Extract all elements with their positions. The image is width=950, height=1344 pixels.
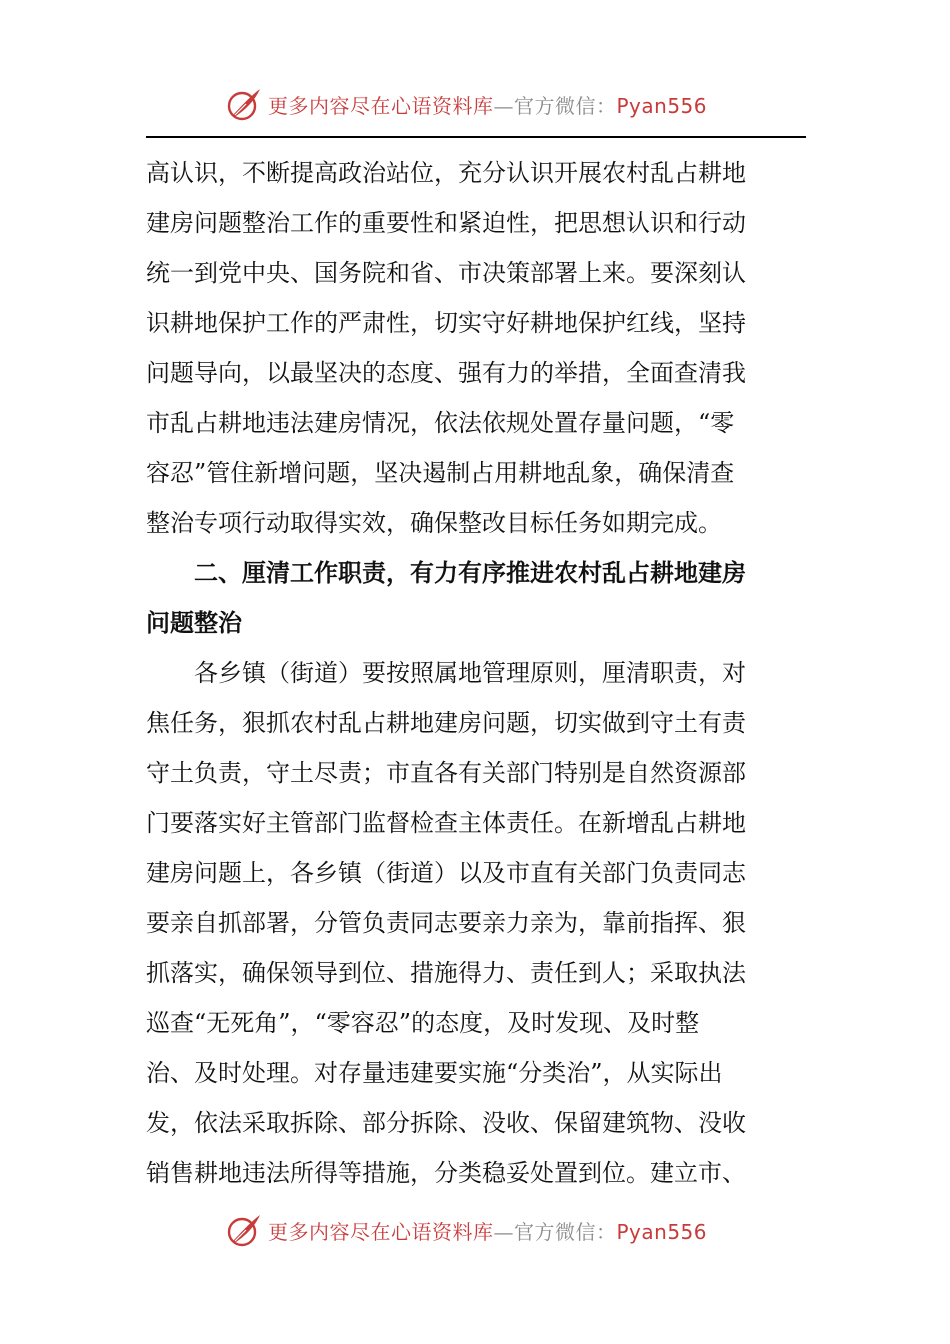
header-wechat-id: Pyan556 [616,93,708,118]
text-line: 市乱占耕地违法建房情况，依法依规处置存量问题，“零 [146,409,735,437]
section-heading [146,548,806,648]
paragraph [146,648,806,1198]
footer-label: 官方微信： [514,1219,617,1244]
text-line: 建房问题上，各乡镇（街道）以及市直有关部门负责同志 [146,859,746,887]
header-rule [146,136,806,138]
text-line: 统一到党中央、国务院和省、市决策部署上来。要深刻认 [146,259,746,287]
document-body [146,148,806,1198]
heading-line: 二、厘清工作职责，有力有序推进农村乱占耕地建房 [194,559,746,587]
text-line: 建房问题整治工作的重要性和紧迫性，把思想认识和行动 [146,209,746,237]
text-line: 问题导向，以最坚决的态度、强有力的举措，全面查清我 [146,359,746,387]
quill-logo-icon [226,1212,262,1248]
text-line: 各乡镇（街道）要按照属地管理原则，厘清职责，对 [194,659,746,687]
quill-logo-icon [226,86,262,122]
text-line: 发，依法采取拆除、部分拆除、没收、保留建筑物、没收 [146,1109,746,1137]
text-line: 治、及时处理。对存量违建要实施“分类治”，从实际出 [146,1059,723,1087]
heading-line: 问题整治 [146,609,242,637]
text-line: 整治专项行动取得实效，确保整改目标任务如期完成。 [146,509,722,537]
text-line: 要亲自抓部署，分管负责同志要亲力亲为，靠前指挥、狠 [146,909,746,937]
text-line: 容忍”管住新增问题，坚决遏制占用耕地乱象，确保清查 [146,459,735,487]
footer-wechat-id: Pyan556 [616,1219,708,1244]
header-label: 官方微信： [514,93,617,118]
text-line: 销售耕地违法所得等措施，分类稳妥处置到位。建立市、 [146,1159,746,1187]
text-line: 焦任务，狠抓农村乱占耕地建房问题，切实做到守土有责 [146,709,746,737]
paragraph-continued [146,148,806,548]
text-line: 高认识，不断提高政治站位，充分认识开展农村乱占耕地 [146,159,746,187]
header-brand: 更多内容尽在心语资料库 [268,93,494,118]
text-line: 门要落实好主管部门监督检查主体责任。在新增乱占耕地 [146,809,746,837]
header-dash: — [493,93,514,118]
text-line: 守土负责，守土尽责；市直各有关部门特别是自然资源部 [146,759,746,787]
header-banner [226,84,707,124]
text-line: 抓落实，确保领导到位、措施得力、责任到人；采取执法 [146,959,746,987]
footer-dash: — [493,1219,514,1244]
footer-brand: 更多内容尽在心语资料库 [268,1219,494,1244]
footer-text [268,1216,707,1245]
text-line: 巡查“无死角”，“零容忍”的态度，及时发现、及时整 [146,1009,700,1037]
footer-banner [226,1210,707,1250]
header-text [268,90,707,119]
text-line: 识耕地保护工作的严肃性，切实守好耕地保护红线，坚持 [146,309,746,337]
